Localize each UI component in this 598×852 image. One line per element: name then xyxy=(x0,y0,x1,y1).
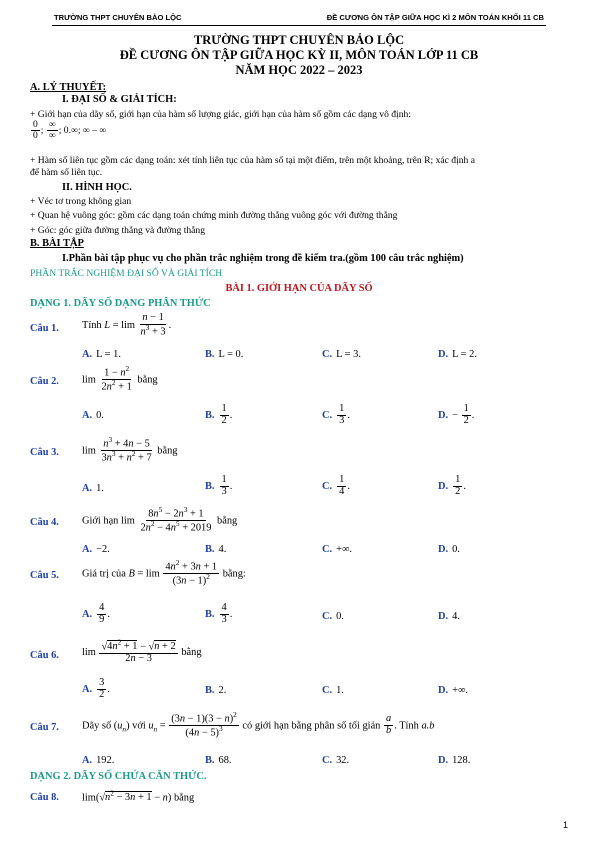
question-2-option-c[interactable]: C. $\frac{1}{3}$ . xyxy=(322,403,350,426)
question-1-option-c[interactable]: C. L = 3. xyxy=(322,349,361,360)
theory-geometry-heading: II. HÌNH HỌC. xyxy=(62,182,132,193)
question-3-option-c[interactable]: C. $\frac{1}{4}$ . xyxy=(322,474,350,497)
question-4-option-b[interactable]: B. 4. xyxy=(205,544,227,555)
question-4-option-a[interactable]: A. −2. xyxy=(82,544,110,555)
title-year: NĂM HỌC 2022 – 2023 xyxy=(235,63,363,77)
question-4-option-d[interactable]: D. 0. xyxy=(438,544,460,555)
title-school: TRƯỜNG THPT CHUYÊN BẢO LỘC xyxy=(193,33,405,47)
question-4-label: Câu 4. xyxy=(30,517,59,528)
page-number: 1 xyxy=(562,820,568,830)
theory-geometry-1: + Véc tơ trong không gian xyxy=(30,196,132,207)
question-6-label: Câu 6. xyxy=(30,650,59,661)
question-4-stem: Giới hạn lim $\frac{8n^5 - 2n^3 + 1}{2n^2 - 4n^5 + 2019}$ bằng xyxy=(82,506,238,534)
question-7-option-b[interactable]: B. 68. xyxy=(205,755,232,766)
theory-indeterminate-forms: $\frac{0}{0}$ ; $\frac{\infty}{\infty}$ ; 0.∞; ∞ – ∞ xyxy=(33,119,107,142)
question-7-option-a[interactable]: A. 192. xyxy=(82,755,115,766)
question-5-option-b[interactable]: B. $\frac{4}{3}$ . xyxy=(205,602,233,625)
question-3-label: Câu 3. xyxy=(30,447,59,458)
question-5-stem: Giá trị của B = lim $\frac{4n^2 + 3n + 1}{(3n - 1)^2}$ bằng: xyxy=(82,559,246,587)
question-5-option-d[interactable]: D. 4. xyxy=(438,611,460,622)
question-6-option-d[interactable]: D. +∞. xyxy=(438,685,468,696)
question-8-stem: $\lim(√n^2 - 3n + 1 - n)$ bằng xyxy=(82,790,195,804)
exercises-heading: B. BÀI TẬP xyxy=(30,238,84,249)
question-1-option-d[interactable]: D. L = 2. xyxy=(438,349,477,360)
question-7-option-d[interactable]: D. 128. xyxy=(438,755,471,766)
question-3-stem: lim $\frac{n^3 + 4n - 5}{3n^3 + n^2 + 7}$ bằng xyxy=(82,436,178,464)
question-6-option-c[interactable]: C. 1. xyxy=(322,685,344,696)
theory-algebra-heading: I. ĐẠI SỐ & GIẢI TÍCH: xyxy=(62,94,177,105)
question-6-option-b[interactable]: B. 2. xyxy=(205,685,227,696)
question-7-option-c[interactable]: C. 32. xyxy=(322,755,350,766)
theory-forms-rest: ; 0.∞; ∞ – ∞ xyxy=(58,124,107,136)
question-6-stem: lim $\frac{√4n^2 + 1 - √n + 2}{2n - 3}$ bằng xyxy=(82,639,202,665)
type-1-heading: DẠNG 1. DÃY SỐ DẠNG PHÂN THỨC xyxy=(30,298,211,309)
header-school: TRƯỜNG THPT CHUYÊN BẢO LỘC xyxy=(54,13,182,22)
question-3-option-a[interactable]: A. 1. xyxy=(82,483,104,494)
question-5-option-c[interactable]: C. 0. xyxy=(322,611,344,622)
question-1-stem: Tính L = lim $\frac{n - 1}{n^3 + 3}$ . xyxy=(82,312,172,338)
question-1-option-b[interactable]: B. L = 0. xyxy=(205,349,244,360)
question-2-option-a[interactable]: A. 0. xyxy=(82,410,104,421)
question-3-option-d[interactable]: D. $\frac{1}{2}$ . xyxy=(438,474,466,497)
theory-geometry-3: + Góc: góc giữa đường thẳng và đường thẳng xyxy=(30,225,206,236)
theory-geometry-2: + Quan hệ vuông góc: gồm các dạng toán chứng minh đường thẳng vuông góc với đường thẳng xyxy=(30,210,398,221)
question-1-option-a[interactable]: A. L = 1. xyxy=(82,349,121,360)
question-5-label: Câu 5. xyxy=(30,570,59,581)
question-5-option-a[interactable]: A. $\frac{4}{9}$ . xyxy=(82,602,110,625)
question-4-option-c[interactable]: C. +∞. xyxy=(322,544,352,555)
theory-paragraph-2b: để hàm số liên tục. xyxy=(30,167,103,178)
question-2-option-d[interactable]: D. − $\frac{1}{2}$ . xyxy=(438,403,475,426)
question-6-option-a[interactable]: A. $\frac{3}{2}$ . xyxy=(82,677,110,700)
theory-heading: A. LÝ THUYẾT: xyxy=(30,82,107,93)
title-main: ĐỀ CƯƠNG ÔN TẬP GIỮA HỌC KỲ II, MÔN TOÁN LỚP 11 CB xyxy=(119,48,479,62)
theory-paragraph-1: + Giới hạn của dãy số, giới hạn của hàm số lượng giác, giới hạn của hàm số gồm các dạng vô định: xyxy=(30,109,411,120)
lesson-title: BÀI 1. GIỚI HẠN CỦA DÃY SỐ xyxy=(225,283,373,294)
question-2-label: Câu 2. xyxy=(30,376,59,387)
page-header xyxy=(52,11,546,26)
type-2-heading: DẠNG 2. DÃY SỐ CHỨA CĂN THỨC. xyxy=(30,771,207,782)
question-1-label: Câu 1. xyxy=(30,323,59,334)
exercises-part-1: I.Phần bài tập phục vụ cho phần trắc nghiệm trong đề kiểm tra.(gồm 100 câu trắc nghiệm) xyxy=(62,253,464,264)
header-course: ĐỀ CƯƠNG ÔN TẬP GIỮA HỌC KÌ 2 MÔN TOÁN KHỐI 11 CB xyxy=(326,13,544,22)
question-3-option-b[interactable]: B. $\frac{1}{3}$ . xyxy=(205,474,233,497)
question-2-stem: lim $\frac{1 - n^2}{2n^2 + 1}$ bằng xyxy=(82,365,158,393)
question-8-label: Câu 8. xyxy=(30,792,59,803)
question-7-stem: Dãy số $(u_n)$ với $u_n$ = $\frac{(3n - 1)(3 - n)^2}{(4n - 5)^3}$ có giới hạn bằng phân số tối giản $\frac{a}{b}$ . Tính a.b xyxy=(82,711,435,739)
question-2-option-b[interactable]: B. $\frac{1}{2}$ . xyxy=(205,403,233,426)
section-title: PHẦN TRẮC NGHIỆM ĐẠI SỐ VÀ GIẢI TÍCH xyxy=(30,268,223,279)
theory-paragraph-2: + Hàm số liên tục gồm các dạng toán: xét tính liên tục của hàm số tại một điểm, trên một khoảng, trên R; xác định a xyxy=(30,155,476,166)
question-7-label: Câu 7. xyxy=(30,722,59,733)
